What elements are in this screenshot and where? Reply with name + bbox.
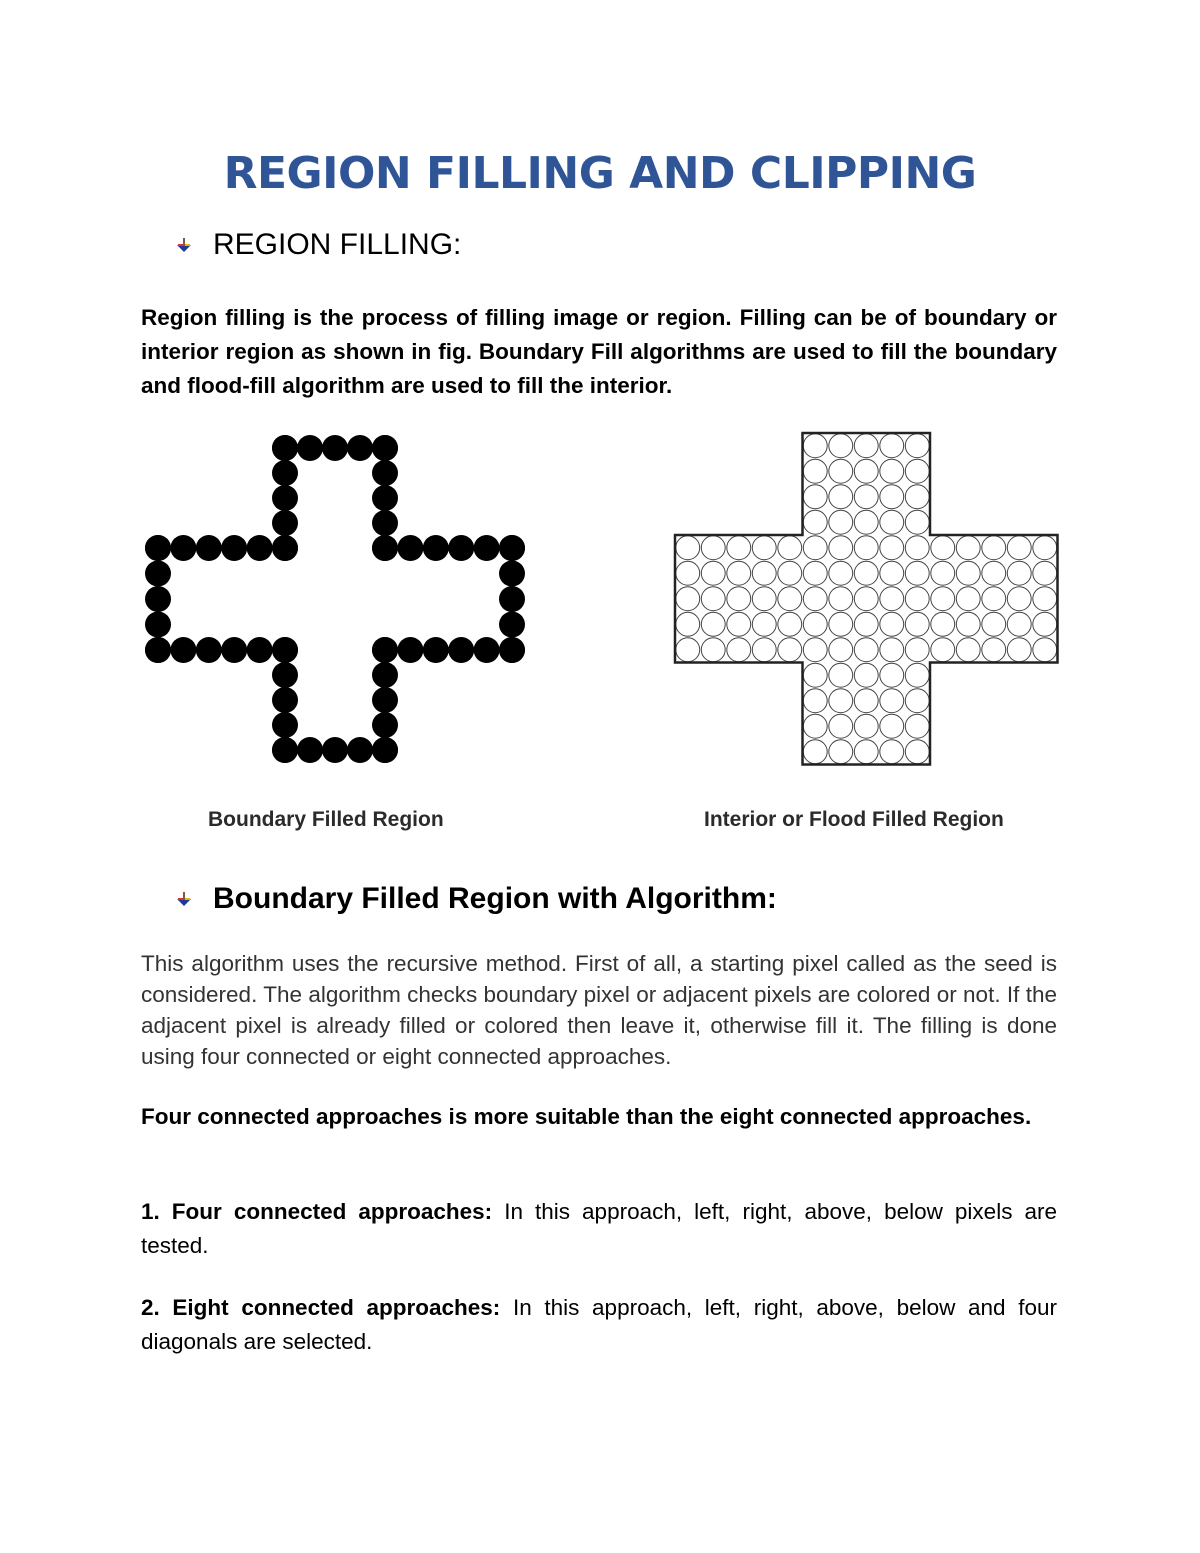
interior-pixel [854, 740, 878, 764]
interior-pixel [1007, 612, 1031, 636]
interior-pixel [727, 587, 751, 611]
boundary-pixel [347, 737, 373, 763]
interior-pixel [676, 587, 700, 611]
boundary-pixel [347, 435, 373, 461]
interior-pixel [701, 612, 725, 636]
interior-pixel [778, 536, 802, 560]
interior-pixel [854, 663, 878, 687]
interior-pixel [905, 561, 929, 585]
boundary-pixel [272, 485, 298, 511]
interior-pixel [880, 740, 904, 764]
boundary-pixel [499, 612, 525, 638]
interior-pixel [931, 561, 955, 585]
interior-pixel [803, 485, 827, 509]
interior-pixel [854, 689, 878, 713]
boundary-filled-caption: Boundary Filled Region [208, 808, 444, 831]
boundary-pixel [372, 637, 398, 663]
boundary-pixel [145, 535, 171, 561]
interior-pixel [905, 689, 929, 713]
interior-pixel [905, 434, 929, 458]
section-heading-region-filling [175, 228, 461, 262]
interior-pixel [752, 638, 776, 662]
four-vs-eight-paragraph: Four connected approaches is more suitable than the eight connected approaches. [141, 1104, 1032, 1129]
interior-pixel [803, 434, 827, 458]
interior-pixel [829, 638, 853, 662]
interior-pixel [752, 536, 776, 560]
region-filling-figure [140, 425, 1060, 775]
interior-pixel [982, 612, 1006, 636]
arrow-down-bullet-icon [175, 236, 193, 254]
boundary-pixel [272, 687, 298, 713]
interior-pixel [854, 561, 878, 585]
boundary-filled-cross [145, 435, 525, 763]
flood-filled-cross [675, 433, 1058, 765]
interior-pixel [931, 536, 955, 560]
interior-pixel [905, 714, 929, 738]
arrow-down-bullet-icon [175, 890, 193, 908]
interior-pixel [701, 638, 725, 662]
interior-pixel [956, 561, 980, 585]
boundary-pixel [196, 535, 222, 561]
boundary-pixel [397, 637, 423, 663]
interior-pixel [701, 561, 725, 585]
interior-pixel [752, 561, 776, 585]
interior-pixel [1007, 561, 1031, 585]
boundary-pixel [145, 561, 171, 587]
interior-pixel [1033, 638, 1057, 662]
interior-pixel [778, 587, 802, 611]
interior-pixel [803, 612, 827, 636]
interior-pixel [880, 459, 904, 483]
interior-pixel [982, 561, 1006, 585]
interior-pixel [1033, 536, 1057, 560]
document-title: REGION FILLING AND CLIPPING [223, 148, 977, 199]
interior-pixel [905, 536, 929, 560]
boundary-pixel [372, 510, 398, 536]
interior-pixel [1007, 536, 1031, 560]
interior-pixel [676, 612, 700, 636]
interior-pixel [854, 459, 878, 483]
boundary-pixel [170, 535, 196, 561]
boundary-pixel [474, 535, 500, 561]
interior-pixel [829, 612, 853, 636]
interior-pixel [727, 561, 751, 585]
boundary-pixel [221, 535, 247, 561]
interior-pixel [727, 536, 751, 560]
interior-pixel [905, 740, 929, 764]
interior-pixel [829, 587, 853, 611]
interior-pixel [880, 587, 904, 611]
interior-pixel [905, 587, 929, 611]
boundary-pixel [322, 435, 348, 461]
interior-pixel [854, 485, 878, 509]
boundary-pixel [297, 737, 323, 763]
interior-pixel [931, 638, 955, 662]
interior-pixel [956, 587, 980, 611]
boundary-pixel [372, 460, 398, 486]
boundary-pixel [272, 662, 298, 688]
boundary-pixel [499, 586, 525, 612]
boundary-pixel [423, 637, 449, 663]
interior-pixel [829, 485, 853, 509]
interior-pixel [982, 587, 1006, 611]
interior-pixel [982, 536, 1006, 560]
boundary-pixel [423, 535, 449, 561]
boundary-pixel [372, 535, 398, 561]
item-text: In this approach, left, right, above, below pixels are tested. [141, 1199, 1057, 1258]
boundary-pixel [372, 662, 398, 688]
interior-pixel [829, 714, 853, 738]
boundary-pixel [272, 460, 298, 486]
boundary-pixel [372, 435, 398, 461]
interior-pixel [1033, 561, 1057, 585]
interior-pixel [752, 612, 776, 636]
interior-pixel [854, 638, 878, 662]
boundary-pixel [272, 435, 298, 461]
interior-pixel [905, 638, 929, 662]
interior-pixel [829, 740, 853, 764]
boundary-pixel [372, 485, 398, 511]
boundary-pixel [372, 737, 398, 763]
item-text: In this approach, left, right, above, below and four diagonals are selected. [141, 1295, 1057, 1354]
interior-pixel [880, 561, 904, 585]
item-label: 1. Four connected approaches: [141, 1199, 493, 1224]
boundary-pixel [145, 586, 171, 612]
interior-pixel [1033, 612, 1057, 636]
interior-pixel [829, 689, 853, 713]
boundary-pixel [372, 687, 398, 713]
interior-pixel [676, 561, 700, 585]
interior-pixel [676, 638, 700, 662]
interior-pixel [931, 612, 955, 636]
interior-pixel [905, 663, 929, 687]
interior-pixel [854, 536, 878, 560]
interior-pixel [880, 536, 904, 560]
interior-pixel [803, 740, 827, 764]
interior-pixel [829, 434, 853, 458]
interior-pixel [701, 587, 725, 611]
interior-pixel [803, 561, 827, 585]
interior-pixel [778, 561, 802, 585]
interior-pixel [676, 536, 700, 560]
interior-pixel [880, 714, 904, 738]
intro-paragraph: Region filling is the process of filling image or region. Filling can be of boundary or interior region as shown in fig. Boundary Fill algorithms are used to fill the boundary and flood-fill algorithm are used to fill the interior. [141, 305, 1057, 398]
boundary-pixel [397, 535, 423, 561]
interior-pixel [1033, 587, 1057, 611]
interior-pixel [880, 638, 904, 662]
interior-pixel [803, 536, 827, 560]
interior-pixel [982, 638, 1006, 662]
interior-pixel [829, 536, 853, 560]
interior-pixel [1007, 587, 1031, 611]
boundary-pixel [145, 612, 171, 638]
boundary-pixel [448, 637, 474, 663]
section-heading-text: REGION FILLING: [213, 228, 462, 261]
interior-pixel [701, 536, 725, 560]
interior-pixel [829, 561, 853, 585]
boundary-pixel [145, 637, 171, 663]
interior-pixel [931, 587, 955, 611]
boundary-pixel [170, 637, 196, 663]
interior-pixel [829, 510, 853, 534]
interior-pixel [803, 459, 827, 483]
interior-pixel [803, 714, 827, 738]
interior-pixel [854, 434, 878, 458]
boundary-pixel [272, 737, 298, 763]
interior-pixel [956, 638, 980, 662]
interior-pixel [880, 510, 904, 534]
interior-pixel [803, 638, 827, 662]
boundary-pixel [322, 737, 348, 763]
interior-pixel [1007, 638, 1031, 662]
boundary-pixel [221, 637, 247, 663]
boundary-pixel [196, 637, 222, 663]
interior-pixel [803, 510, 827, 534]
interior-pixel [752, 587, 776, 611]
boundary-pixel [272, 712, 298, 738]
interior-pixel [880, 612, 904, 636]
interior-pixel [880, 689, 904, 713]
boundary-pixel [448, 535, 474, 561]
interior-pixel [778, 612, 802, 636]
boundary-pixel [499, 535, 525, 561]
interior-pixel [854, 587, 878, 611]
boundary-pixel [297, 435, 323, 461]
interior-pixel [905, 485, 929, 509]
interior-pixel [803, 587, 827, 611]
interior-pixel [880, 434, 904, 458]
algorithm-paragraph: This algorithm uses the recursive method. First of all, a starting pixel called as the seed is considered. The algorithm checks boundary pixel or adjacent pixels are colored or not. If the adjacent pixel is already filled or colored then leave it, otherwise fill it. The filling is done using four connected or eight connected approaches. [141, 951, 1057, 1069]
item-label: 2. Eight connected approaches: [141, 1295, 501, 1320]
interior-pixel [956, 536, 980, 560]
interior-pixel [905, 510, 929, 534]
interior-pixel [956, 612, 980, 636]
boundary-pixel [372, 712, 398, 738]
interior-pixel [854, 714, 878, 738]
section-heading-boundary-algorithm [175, 882, 777, 916]
interior-pixel [778, 638, 802, 662]
interior-pixel [905, 612, 929, 636]
section-heading-text: Boundary Filled Region with Algorithm: [213, 882, 777, 915]
flood-filled-caption: Interior or Flood Filled Region [704, 808, 1004, 831]
boundary-pixel [272, 637, 298, 663]
interior-pixel [854, 510, 878, 534]
boundary-pixel [499, 561, 525, 587]
interior-pixel [880, 663, 904, 687]
boundary-pixel [474, 637, 500, 663]
interior-pixel [829, 663, 853, 687]
four-connected-item [141, 1195, 1057, 1263]
interior-pixel [905, 459, 929, 483]
boundary-pixel [247, 535, 273, 561]
interior-pixel [803, 663, 827, 687]
interior-pixel [854, 612, 878, 636]
boundary-pixel [272, 510, 298, 536]
interior-pixel [727, 638, 751, 662]
boundary-pixel [499, 637, 525, 663]
interior-pixel [727, 612, 751, 636]
interior-pixel [803, 689, 827, 713]
eight-connected-item [141, 1291, 1057, 1359]
interior-pixel [829, 459, 853, 483]
boundary-pixel [247, 637, 273, 663]
interior-pixel [880, 485, 904, 509]
boundary-pixel [272, 535, 298, 561]
